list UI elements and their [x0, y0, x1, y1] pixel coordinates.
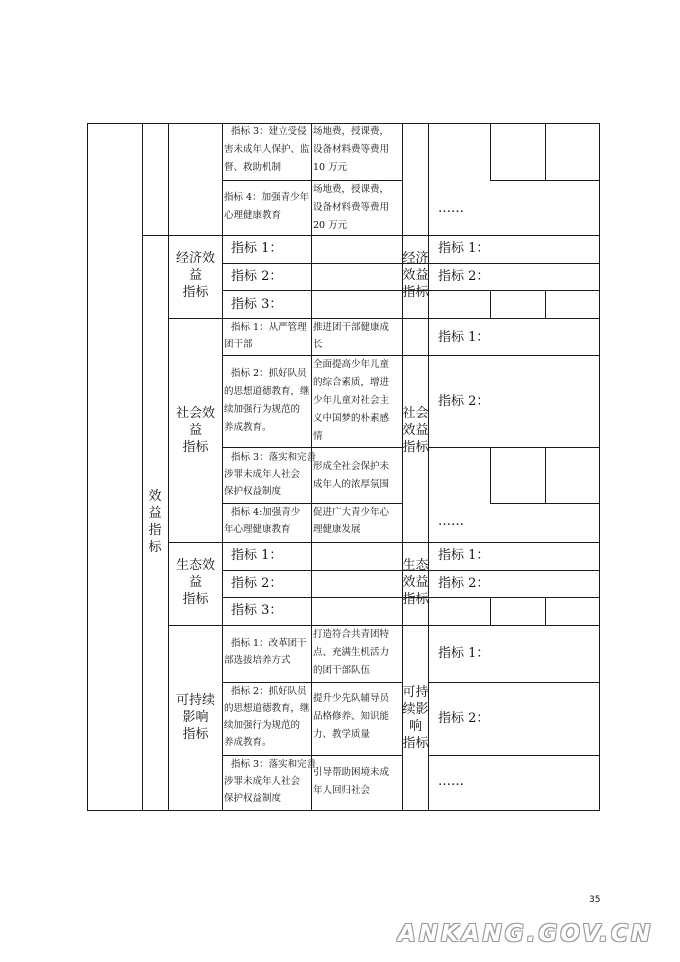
cell-line: 20 万元: [313, 220, 348, 231]
cell-line: 点、充满生机活力: [313, 647, 390, 658]
cell-line: 指标 4：加强青少年: [224, 192, 310, 203]
cell-line: 的综合素质，增进: [313, 377, 390, 388]
rule: [428, 682, 600, 683]
cell-line: 指标 2：抓好队员: [231, 368, 307, 379]
rule: [545, 123, 546, 180]
economic-title: 经济效 益 指标: [175, 251, 215, 300]
cell-line: 场地费，授课费，: [313, 184, 390, 195]
cell-line: 指标 3：落实和完善: [231, 452, 317, 463]
rule: [142, 123, 143, 811]
watermark: ANKANG.GOV.CN: [398, 921, 654, 947]
cell-line: 心理健康教育: [224, 210, 282, 221]
cell-line: 的团干部队伍: [313, 665, 371, 676]
cell-line: 场地费，授课费，: [313, 126, 390, 137]
cell-line: 指标 4:加强青少: [231, 507, 301, 518]
ellipsis: ……: [438, 774, 464, 789]
cell-line: 养成教育。: [224, 737, 272, 748]
ecological-right-item-1: 指标 1：: [438, 548, 490, 563]
economic-right-item-2: 指标 2：: [438, 269, 490, 284]
economic-right-item-1: 指标 1：: [438, 241, 490, 256]
cell-line: 全面提高少年儿童: [313, 359, 390, 370]
cell-line: 成年人的浓厚氛围: [313, 479, 390, 490]
cell-line: 的思想道德教育，继: [224, 386, 310, 397]
economic-item-2: 指标 2：: [231, 269, 283, 284]
rule: [428, 755, 600, 756]
cell-line: 促进广大青少年心: [313, 507, 390, 518]
cell-line: 督、救助机制: [224, 162, 282, 173]
ecological-item-1: 指标 1：: [231, 548, 283, 563]
rule: [168, 318, 600, 319]
cell-line: 10 万元: [313, 162, 348, 173]
cell-line: 指标 1：从严管理: [231, 322, 307, 333]
cell-line: 设备材料费等费用: [313, 202, 390, 213]
economic-item-1: 指标 1：: [231, 241, 283, 256]
main-category-title: [148, 488, 162, 556]
rule: [490, 290, 491, 318]
rule: [222, 755, 402, 756]
rule: [545, 597, 546, 625]
sustainable-title: 可持续 影响 指标: [175, 693, 215, 742]
cell-line: 年心理健康教育: [224, 524, 291, 535]
cell-line: 保护权益制度: [224, 793, 282, 804]
cell-line: 害未成年人保护、监: [224, 144, 310, 155]
rule-right: [599, 123, 600, 811]
rule: [222, 682, 402, 683]
sustainable-right-item-1: 指标 1：: [438, 646, 490, 661]
cell-line: 指标 3：落实和完善: [231, 759, 317, 770]
sustainable-right-item-2: 指标 2：: [438, 711, 490, 726]
cell-line: 长: [313, 339, 323, 350]
cell-line: 指标 1：改革团干: [231, 638, 307, 649]
cell-line: 团干部: [224, 339, 253, 350]
rule: [311, 123, 312, 811]
cell-line: 打造符合共青团特: [313, 629, 390, 640]
ecological-item-2: 指标 2：: [231, 576, 283, 591]
ellipsis: ……: [438, 201, 464, 216]
social-right-item-1: 指标 1：: [438, 330, 490, 345]
rule: [490, 447, 491, 503]
rule: [168, 542, 600, 543]
rule: [545, 290, 546, 318]
cell-line: 引导帮助困境未成: [313, 767, 390, 778]
cell-line: 设备材料费等费用: [313, 144, 390, 155]
social-title: 社会效 益 指标: [175, 406, 215, 455]
rule-top: [87, 123, 600, 124]
cell-line: 涉罪未成年人社会: [224, 469, 301, 480]
rule: [490, 123, 491, 180]
rule-bottom: [87, 810, 600, 811]
rule: [222, 503, 402, 504]
cell-line: 指标 3：建立受侵: [231, 126, 307, 137]
cell-line: 情: [313, 431, 323, 442]
rule: [490, 597, 491, 625]
rule: [222, 447, 402, 448]
rule: [222, 180, 402, 181]
cell-line: 形成全社会保护未: [313, 461, 390, 472]
rule-left: [87, 123, 88, 811]
cell-line: 品格修养、知识能: [313, 711, 390, 722]
main-category-char: 效: [148, 489, 162, 504]
ecological-right-item-2: 指标 2：: [438, 576, 490, 591]
cell-line: 部选拔培养方式: [224, 655, 291, 666]
rule: [222, 355, 600, 356]
page-number: 35: [589, 895, 601, 905]
sustainable-right-title: 可持 续影 响 指标: [402, 685, 429, 751]
cell-line: 涉罪未成年人社会: [224, 776, 301, 787]
cell-line: 的思想道德教育，继: [224, 703, 310, 714]
main-category-char: 标: [148, 540, 162, 555]
ellipsis: ……: [438, 514, 464, 529]
cell-line: 推进团干部健康成: [313, 322, 390, 333]
cell-line: 少年儿童对社会主: [313, 395, 390, 406]
cell-line: 力、教学质量: [313, 729, 371, 740]
cell-line: 理健康发展: [313, 524, 361, 535]
rule: [428, 447, 600, 448]
cell-line: 义中国梦的朴素感: [313, 413, 390, 424]
social-right-title: 社会 效益 指标: [402, 406, 429, 455]
rule: [142, 235, 600, 236]
cell-line: 保护权益制度: [224, 486, 282, 497]
ecological-right-title: 生态 效益 指标: [402, 558, 429, 607]
economic-right-title: 经济 效益 指标: [402, 251, 429, 300]
rule: [490, 503, 600, 504]
main-category-char: 益: [148, 506, 162, 521]
rule: [490, 180, 600, 181]
cell-line: 年人回归社会: [313, 785, 371, 796]
rule: [168, 625, 600, 626]
cell-line: 指标 2：抓好队员: [231, 686, 307, 697]
rule: [545, 447, 546, 503]
cell-line: 续加强行为规范的: [224, 404, 301, 415]
cell-line: 提升少先队辅导员: [313, 693, 390, 704]
rule: [222, 123, 223, 811]
cell-line: 养成教育。: [224, 422, 272, 433]
social-right-item-2: 指标 2：: [438, 394, 490, 409]
ecological-title: 生态效 益 指标: [175, 558, 215, 607]
main-category-char: 指: [148, 523, 162, 538]
economic-item-3: 指标 3：: [231, 297, 283, 312]
cell-line: 续加强行为规范的: [224, 720, 301, 731]
ecological-item-3: 指标 3：: [231, 603, 283, 618]
